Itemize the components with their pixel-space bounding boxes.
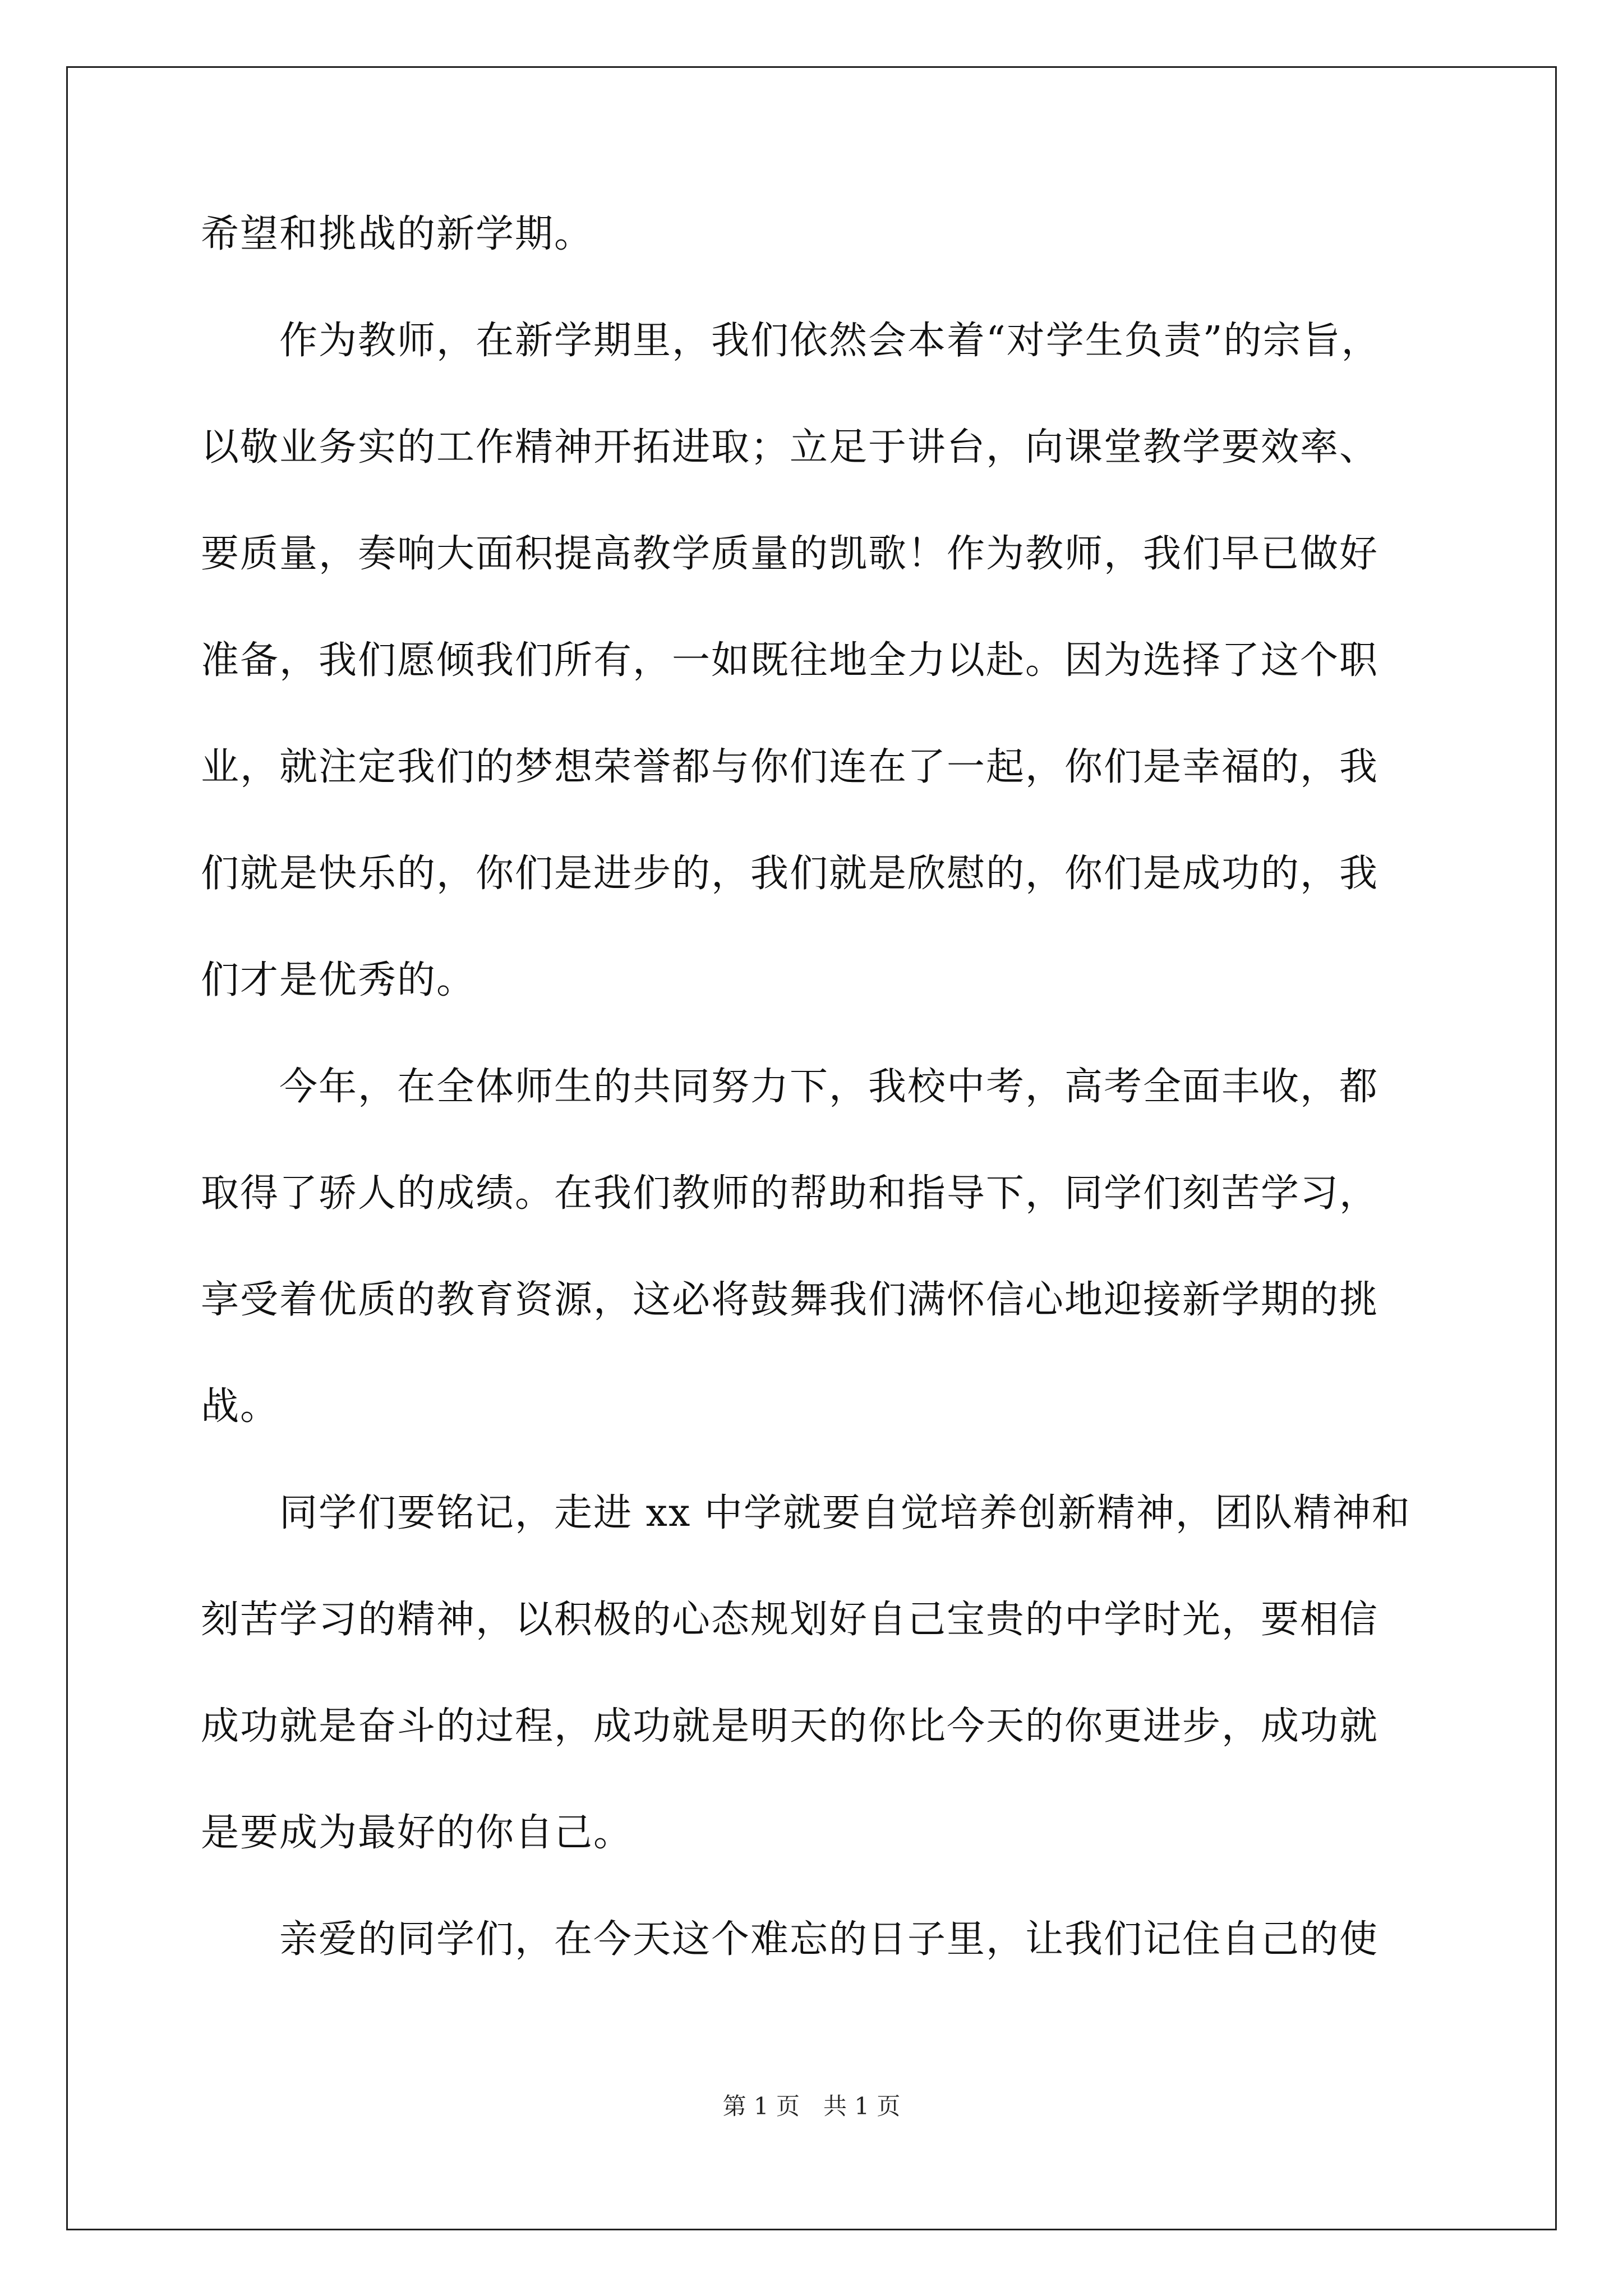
text-line: 取得了骄人的成绩。在我们教师的帮助和指导下，同学们刻苦学习， [201, 1171, 1379, 1216]
page-border [66, 66, 1557, 2230]
page-footer: 第 1 页 共 1 页 [722, 2092, 901, 2120]
text-line: 是要成为最好的你自己。 [201, 1811, 633, 1855]
text-line: 同学们要铭记，走进 xx 中学就要自觉培养创新精神，团队精神和 [201, 1491, 1411, 1535]
text-line: 准备，我们愿倾我们所有，一如既往地全力以赴。因为选择了这个职 [201, 638, 1379, 683]
text-line: 亲爱的同学们，在今天这个难忘的日子里，让我们记住自己的使 [201, 1917, 1379, 1962]
text-line: 要质量，奏响大面积提高教学质量的凯歌！作为教师，我们早已做好 [201, 532, 1379, 576]
text-line: 刻苦学习的精神，以积极的心态规划好自己宝贵的中学时光，要相信 [201, 1598, 1379, 1642]
text-line: 们才是优秀的。 [201, 958, 476, 1002]
text-line: 业，就注定我们的梦想荣誉都与你们连在了一起，你们是幸福的，我 [201, 745, 1379, 789]
text-line: 成功就是奋斗的过程，成功就是明天的你比今天的你更进步，成功就 [201, 1704, 1379, 1749]
text-line: 战。 [201, 1384, 280, 1429]
text-line: 享受着优质的教育资源，这必将鼓舞我们满怀信心地迎接新学期的挑 [201, 1278, 1379, 1322]
text-line: 今年，在全体师生的共同努力下，我校中考，高考全面丰收，都 [201, 1065, 1379, 1109]
text-line: 作为教师，在新学期里，我们依然会本着“对学生负责”的宗旨， [201, 319, 1381, 363]
text-line: 以敬业务实的工作精神开拓进取；立足于讲台，向课堂教学要效率、 [201, 425, 1379, 470]
text-line: 希望和挑战的新学期。 [201, 212, 594, 256]
text-line: 们就是快乐的，你们是进步的，我们就是欣慰的，你们是成功的，我 [201, 852, 1379, 896]
